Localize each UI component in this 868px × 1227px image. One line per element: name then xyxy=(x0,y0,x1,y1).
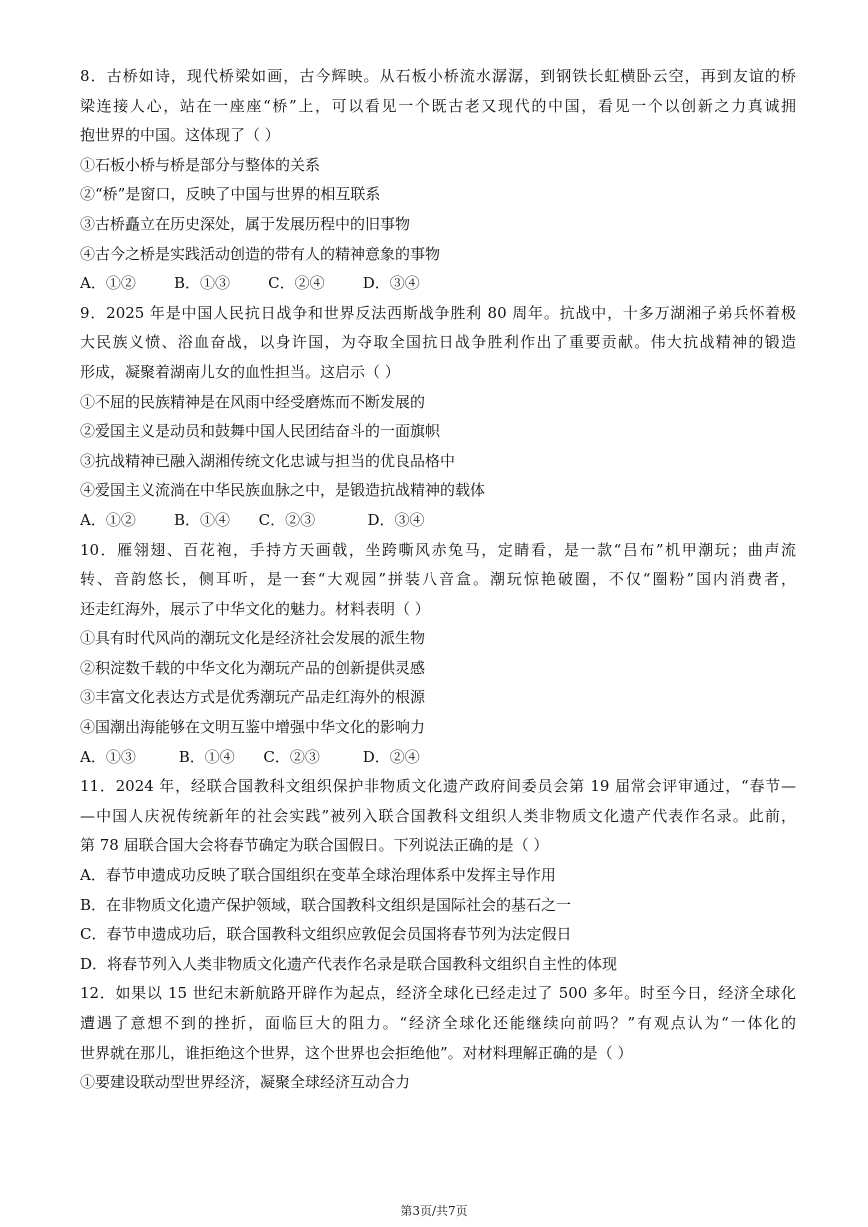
statement-item: ④古今之桥是实践活动创造的带有人的精神意象的事物 xyxy=(80,244,441,263)
option-d: D．将春节列入人类非物质文化遗产代表作名录是联合国教科文组织自主性的体现 xyxy=(80,954,618,973)
statement-item: ①具有时代风尚的潮玩文化是经济社会发展的派生物 xyxy=(80,629,426,648)
question-stem-line: 转、音韵悠长，侧耳听，是一套“大观园”拼装八音盒。潮玩惊艳破圈，不仅“圈粉”国内消费者， xyxy=(80,570,796,589)
answer-choices: A．①② B．①④ C．②③ D．③④ xyxy=(80,510,425,529)
answer-choices: A．①② B．①③ C．②④ D．③④ xyxy=(80,274,420,293)
question-stem-line: 8．古桥如诗，现代桥梁如画，古今辉映。从石板小桥流水潺潺，到钢铁长虹横卧云空，再到友谊的桥 xyxy=(80,67,796,85)
page-number: 第3页/共7页 xyxy=(400,1204,468,1218)
answer-choices: A．①③ B．①④ C．②③ D．②④ xyxy=(80,747,420,766)
question-stem-line: 9．2025 年是中国人民抗日战争和世界反法西斯战争胜利 80 周年。抗战中，十多万湖湘子弟兵怀着极 xyxy=(80,303,796,322)
statement-item: ②“桥”是窗口，反映了中国与世界的相互联系 xyxy=(80,185,381,204)
question-11 xyxy=(80,772,796,979)
question-stem-line: 大民族义愤、浴血奋战，以身许国，为夺取全国抗日战争胜利作出了重要贡献。伟大抗战精神的锻造 xyxy=(80,333,796,352)
option-b: B．在非物质文化遗产保护领域，联合国教科文组织是国际社会的基石之一 xyxy=(80,895,572,914)
question-stem-line: 形成，凝聚着湖南儿女的血性担当。这启示（ ） xyxy=(80,362,400,381)
question-stem-line: 10．雁翎翅、百花袍，手持方天画戟，坐跨嘶风赤兔马，定睛看，是一款“吕布”机甲潮玩；曲声流 xyxy=(80,540,796,559)
statement-item: ③抗战精神已融入湖湘传统文化忠诚与担当的优良品格中 xyxy=(80,451,456,470)
statement-item: ①要建设联动型世界经济，凝聚全球经济互动合力 xyxy=(80,1073,411,1092)
option-c: C．春节申遗成功后，联合国教科文组织应敦促会员国将春节列为法定假日 xyxy=(80,925,572,944)
statement-item: ④国潮出海能够在文明互鉴中增强中华文化的影响力 xyxy=(80,718,426,737)
option-a: A．春节申遗成功反映了联合国组织在变革全球治理体系中发挥主导作用 xyxy=(80,866,556,885)
question-10 xyxy=(80,536,796,773)
question-stem-line: —中国人庆祝传统新年的社会实践”被列入联合国教科文组织人类非物质文化遗产代表作名录。此前， xyxy=(80,806,796,825)
question-stem-line: 12．如果以 15 世纪末新航路开辟作为起点，经济全球化已经走过了 500 多年。时至今日，经济全球化 xyxy=(80,984,796,1003)
question-stem-line: 抱世界的中国。这体现了（ ） xyxy=(80,126,280,145)
question-12 xyxy=(80,979,796,1097)
question-stem-line: 还走红海外，展示了中华文化的魅力。材料表明（ ） xyxy=(80,599,430,618)
question-8 xyxy=(80,62,796,299)
statement-item: ②爱国主义是动员和鼓舞中国人民团结奋斗的一面旗帜 xyxy=(80,422,441,441)
question-stem-line: 梁连接人心，站在一座座“桥”上，可以看见一个既古老又现代的中国，看见一个以创新之力真诚拥 xyxy=(80,96,796,115)
statement-item: ③丰富文化表达方式是优秀潮玩产品走红海外的根源 xyxy=(80,688,426,707)
question-stem-line: 世界就在那儿，谁拒绝这个世界，这个世界也会拒绝他”。对材料理解正确的是（ ） xyxy=(80,1043,633,1062)
question-stem-line: 第 78 届联合国大会将春节确定为联合国假日。下列说法正确的是（ ） xyxy=(80,836,549,855)
statement-item: ①石板小桥与桥是部分与整体的关系 xyxy=(80,155,321,174)
question-9 xyxy=(80,299,796,536)
statement-item: ③古桥矗立在历史深处，属于发展历程中的旧事物 xyxy=(80,214,411,233)
statement-item: ④爱国主义流淌在中华民族血脉之中，是锻造抗战精神的载体 xyxy=(80,481,486,500)
question-stem-line: 遭遇了意想不到的挫折，面临巨大的阻力。“经济全球化还能继续向前吗？”有观点认为“一体化的 xyxy=(80,1014,796,1032)
question-stem-line: 11．2024 年，经联合国教科文组织保护非物质文化遗产政府间委员会第 19 届常会评审通过，“春节— xyxy=(80,777,796,796)
exam-page xyxy=(80,62,796,1098)
statement-item: ②积淀数千载的中华文化为潮玩产品的创新提供灵感 xyxy=(80,658,426,677)
statement-item: ①不屈的民族精神是在风雨中经受磨炼而不断发展的 xyxy=(80,392,426,411)
